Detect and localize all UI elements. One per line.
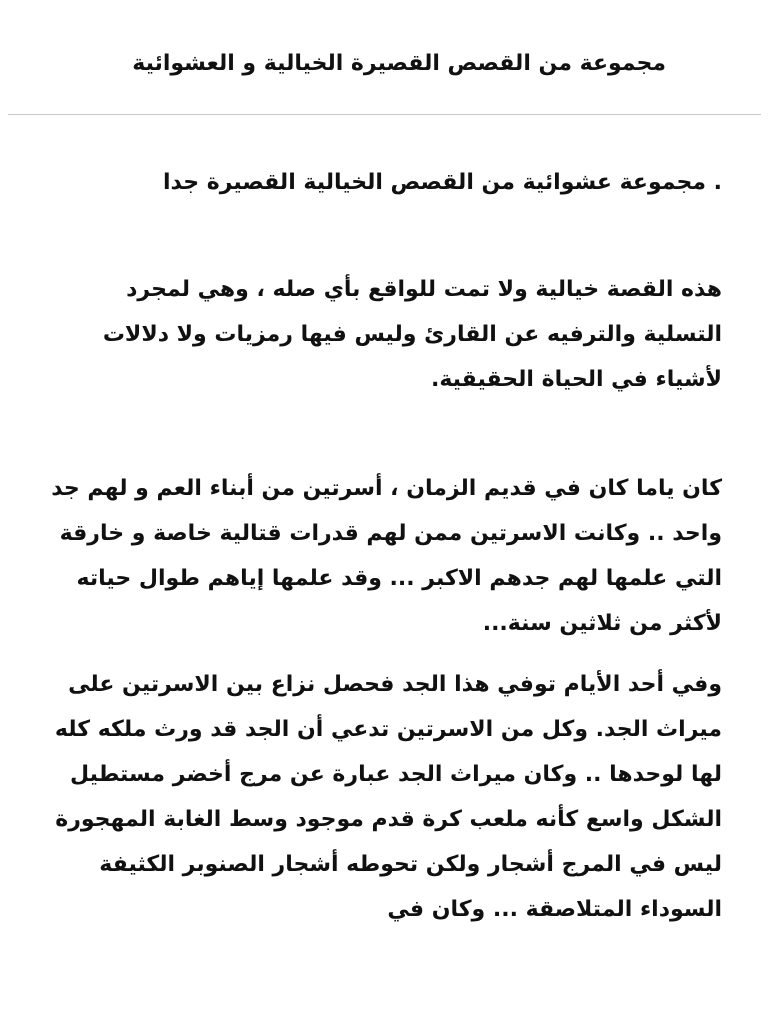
story-paragraph-2: وفي أحد الأيام توفي هذا الجد فحصل نزاع بين الاسرتين على ميراث الجد. وكل من الاسرتين تدعي أن الجد قد ورث ملكه كله لها لوحدها .. وكان ميراث الجد عبارة عن مرج أخضر مستطيل الشكل واسع كأنه ملعب كرة قدم موجود وسط الغابة المهجورة ليس في المرج أشجار ولكن تحوطه أشجار الصنوبر الكثيفة السوداء المتلاصقة ... وكان في	[54, 672, 722, 922]
header-divider	[8, 114, 761, 115]
intro-paragraph: . مجموعة عشوائية من القصص الخيالية القصيرة جدا	[163, 170, 722, 195]
article-body	[48, 160, 722, 932]
page-header	[0, 0, 768, 114]
page-title: مجموعة من القصص القصيرة الخيالية و العشوائية	[132, 51, 666, 76]
story-paragraph-1: كان ياما كان في قديم الزمان ، أسرتين من أبناء العم و لهم جد واحد .. وكانت الاسرتين ممن لهم قدرات قتالية خاصة و خارقة التي علمها لهم جدهم الاكبر ... وقد علمها إياهم طوال حياته لأكثر من ثلاثين سنة...	[51, 476, 722, 636]
disclaimer-paragraph: هذه القصة خيالية ولا تمت للواقع بأي صله ، وهي لمجرد التسلية والترفيه عن القارئ وليس فيها رمزيات ولا دلالات لأشياء في الحياة الحقيقية.	[102, 277, 722, 392]
